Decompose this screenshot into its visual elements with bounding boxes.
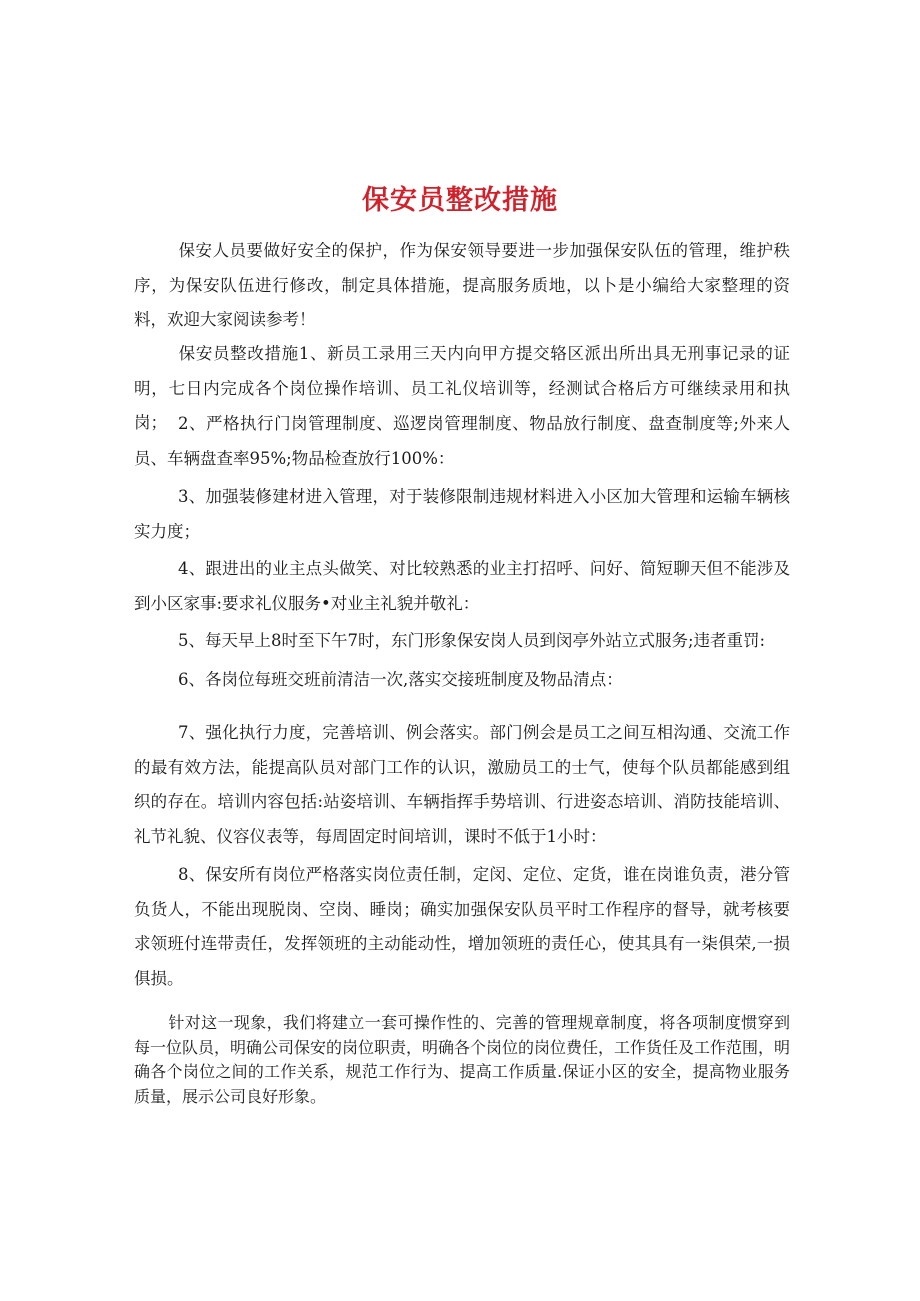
paragraph-item-2 bbox=[134, 407, 790, 476]
paragraph-text: 保安员整改措施1、新员工录用三天内向甲方提交辂区派出所出具无刑事记录的证明，七日内完成各个岗位操作培训、员工礼仪培训等，经测试合格后方可继续录用和执岗； bbox=[134, 344, 790, 432]
paragraph-text: 3、加强装修建材进入管理，对于装修限制违规材料进入小区加大管理和运输车辆核实力度； bbox=[134, 487, 790, 541]
paragraph-item-3 bbox=[134, 480, 790, 549]
paragraph-closing bbox=[134, 1011, 790, 1109]
paragraph-text: 保安人员要做好安全的保护，作为保安领导要进一步加强保安队伍的管理，维护秩序，为保安队伍进行修改，制定具体措施，提高服务质地，以卜是小编给大家整理的资料，欢迎大家阅读参考！ bbox=[134, 241, 790, 329]
paragraph-item-6 bbox=[134, 663, 790, 698]
paragraph-text: 7、强化执行力度，完善培训、例会落实。部门例会是员工之间互相沟通、交流工作的最有效方法，能提高队员对部门工作的认识，激励员工的士气，使每个队员都能感到组织的存在。培训内容包括:站姿培训、车辆指挥手势培训、行进姿态培训、消防技能培训、礼节礼貌、仪容仪表等，每周固定时间培训，课时不低于1小时： bbox=[134, 723, 790, 846]
paragraph-item-5 bbox=[134, 624, 790, 659]
paragraph-item-8 bbox=[134, 858, 790, 996]
paragraph-text: 8、保安所有岗位严格落实岗位责任制，定闵、定位、定货，谁在岗谁负责，港分管负货人，不能出现脱岗、空岗、睡岗；确实加强保安队员平时工作程序的督导，就考核要求领班付连带责任，发挥领班的主动能动性，增加领班的责任心，使其具有一柒俱荣,一损俱损。 bbox=[134, 865, 790, 988]
paragraph-item-7 bbox=[134, 716, 790, 854]
paragraph-item-4 bbox=[134, 552, 790, 621]
paragraph-text: 2、严格执行门岗管理制度、巡逻岗管理制度、物品放行制度、盘查制度等;外来人员、车辆盘查率95%;物品检查放行100%： bbox=[134, 414, 790, 468]
paragraph-text: 6、各岗位每班交班前清洁一次,落实交接班制度及物品清点： bbox=[178, 670, 623, 689]
page-title: 保安员整改措施 bbox=[362, 185, 558, 217]
paragraph-text: 针对这一现象，我们将建立一套可操作性的、完善的管理规章制度，将各项制度惯穿到每一位队员，明确公司保安的岗位职责，明确各个岗位的岗位费任，工作货任及工作范围，明确各个岗位之间的工作关系，规范工作行为、提高工作质量.保证小区的安全，提高物业服务质量，展示公司良好形象。 bbox=[134, 1013, 791, 1106]
paragraph-intro bbox=[134, 234, 790, 338]
paragraph-text: 4、跟进出的业主点头做笑、对比较熟悉的业主打招呼、问好、简短聊天但不能涉及到小区家事:要求礼仪服务•对业主礼貌并敬礼： bbox=[134, 559, 790, 613]
paragraph-text: 5、每天早上8时至下午7时，东门形象保安岗人员到闵亭外站立式服务;违者重罚: bbox=[178, 631, 766, 650]
